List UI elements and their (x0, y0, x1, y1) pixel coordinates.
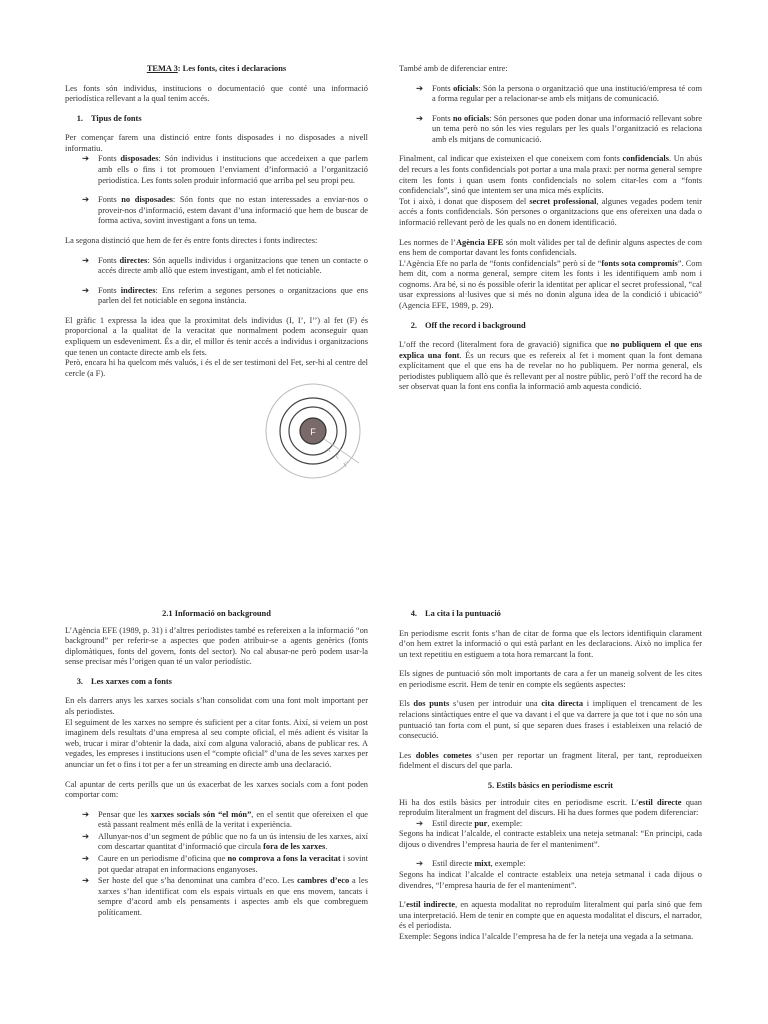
arrow-icon: ➔ (82, 285, 90, 295)
document-title: TEMA 3: Les fonts, cites i declaracions (146, 64, 287, 73)
paragraph-cita: En periodisme escrit fonts s’han de citar de forma que els lectors identifiquin clarament d’on hem extret la informació o qui està parlant en les declaracions. Això no implica fer un text repetitiu en estiguem a tota hora remarcant la font. (399, 628, 702, 659)
arrow-icon: ➔ (82, 876, 90, 886)
paragraph-normes: Les normes de l’Agència EFE són molt vàlides per tal de definir alguns aspectes de com ens hem de comportar davant les fonts confidencials. (399, 237, 702, 258)
paragraph-dobles-cometes: Les dobles cometes s’usen per reportar un fragment literal, per tant, reprodueixen fidelment el discurs del que parla. (399, 750, 702, 771)
arrow-icon: ➔ (82, 809, 90, 819)
intro-paragraph: Les fonts són individus, institucions o documentació que conté una informació periodística rellevant a la qual tenim accés. (65, 83, 368, 104)
arrow-icon: ➔ (82, 154, 90, 164)
arrow-icon: ➔ (416, 859, 424, 869)
example-label-pur: ➔ Estil directe pur, exemple: (416, 818, 523, 828)
ring-label-3: I’’ (343, 461, 351, 470)
paragraph-signes: Els signes de puntuació són molt importants de cara a fer un maneig solvent de les cites en periodisme escrit. Hem de tenir en compte els següents aspectes: (399, 669, 702, 689)
paragraph-perills: Cal apuntar de certs perills que un ús exacerbat de les xarxes socials com a font poden comportar com: (65, 779, 368, 800)
paragraph-xarxes-1: En els darrers anys les xarxes socials s’han consolidat com una font molt important per als periodistes. (65, 696, 368, 717)
example-label-mixt: ➔ Estil directe mixt, exemple: (416, 859, 526, 869)
paragraph-off-record: L’off the record (literalment fora de gravació) significa que no publiquem el que ens explica una font. És un recurs que es refereix al fet i moment quan la font demana explícitament que el que ens ha de revelar no ho publiquem. Per norma general, els periodistes publiquem allò que és rellevant per al nostre públic, però l’off the record ha de ser observat quan la font ens confia la informació amb aquesta condició. (399, 340, 702, 392)
paragraph-efe: L’Agència Efe no parla de “fonts confidencials” però sí de “fonts sota compromís”. Com hem dit, com a norma general, sempre citem les fonts i les identifiquem amb nom i cognoms. Ara bé, si no és possible oferir la identitat per aplicar el secret professional, “cal usar expressions al·lusives que si més no donin alguna idea de la condició i ubicació” (Agencia EFE, 1989, p. 29). (399, 258, 702, 310)
arrow-icon: ➔ (416, 83, 424, 93)
paragraph-segona: La segona distinció que hem de fer és entre fonts directes i fonts indirectes: (65, 235, 318, 245)
column-top-left (65, 64, 368, 483)
column-bottom-right (399, 609, 702, 942)
ring-label-1: I (327, 447, 332, 455)
list-item: ➔ Fonts no disposades: Són fonts que no estan interessades a enviar-nos o proveir-nos d’informació, estem davant d’una informació que hem de buscar de forma activa, sovint investigant a fons un tema. (82, 195, 368, 226)
paragraph-tambe: També amb de diferenciar entre: (399, 64, 508, 73)
list-item: ➔ Ser hoste del que s’ha denominat una cambra d’eco. Les cambres d’eco a les xarxes s’han identificat com els espais virtuals en que ens movem, tancats i sempre d’acord amb els pensaments i aspectes amb els que combreguem políticament. (82, 876, 368, 917)
concentric-circles-diagram (263, 383, 373, 483)
paragraph-grafic: El gràfic 1 expressa la idea que la proximitat dels individus (I, I’, I’’) al fet (F) és proporcional a la qualitat de la veracitat que normalment podem aconseguir quan expliquem un esdeveniment. És a dir, el millor és tenir accés a individus i organitzacions que tenen un contacte directe amb els fets. (65, 315, 368, 357)
section-heading-5: 5. Estils bàsics en periodisme escrit (487, 780, 614, 790)
paragraph-estils: Hi ha dos estils bàsics per introduir cites en periodisme escrit. L’estil directe quan reproduïm literalment un fragment del discurs. Hi ha dues formes que podem diferenciar: (399, 797, 702, 818)
paragraph-xarxes-2: El seguiment de les xarxes no sempre és suficient per a citar fonts. Així, si veiem un post imaginem dels resultats d’una empresa al seu compte oficial, el més adient és visitar la web, trucar i mirar d’obtenir la dada, així com alguna valoració, abans de publicar res. A vegades, les empreses i institucions usen el “compte oficial” d’una de les seves xarxes per anunciar un fet o fins i tot per a fer un streaming en directe amb una declaració. (65, 717, 368, 769)
list-disposades (65, 154, 368, 226)
paragraph-estil-indirecte-exemple: Exemple: Segons indica l’alcalde l’empresa ha de fer la neteja una vegada a la setmana. (399, 931, 694, 941)
paragraph-disposades-intro: Per començar farem una distinció entre fonts disposades i no disposades a nivell informatiu. (65, 133, 368, 153)
example-text-mixt: Segons ha indicat l’alcalde el contracte estableix una neteja setmanal i cada dijous o divendres, “l’empresa hauria de fer el manteniment”. (399, 869, 702, 890)
list-oficials (399, 84, 702, 146)
list-item: ➔ Fonts indirectes: Ens referim a segones persones o organitzacions que ens parlen del fet noticiable en segona instància. (82, 285, 368, 306)
column-bottom-left (65, 609, 368, 927)
arrow-icon: ➔ (82, 831, 90, 841)
section-heading-1: 1. Tipus de fonts (76, 113, 142, 123)
arrow-icon: ➔ (82, 195, 90, 205)
fact-label: F (310, 427, 316, 438)
list-item: ➔ Fonts directes: Són aquells individus i organitzacions que tenen un contacte o accés directe amb allò que estem investigant, amb el fet noticiable. (82, 255, 368, 276)
subsection-heading-2-1: 2.1 Informació on background (162, 609, 271, 618)
column-top-right (399, 64, 702, 402)
list-item: ➔ Allunyar-nos d’un segment de públic que no fa un ús intensiu de les xarxes, així com descartar quantitat d’informació que circula fora de les xarxes. (82, 831, 368, 852)
paragraph-background: L’Agència EFE (1989, p. 31) i d’altres periodistes també es refereixen a la informació “on background” per referir-se a aspectes que poden atribuir-se a agents genèrics (fonts diplomàtiques, fonts del govern, fonts del sector). No cal abusar-ne però podem usar-la sense precisar més l’origen quan té un valor periodístic. (65, 625, 368, 667)
ring-label-2: I’ (335, 453, 342, 462)
list-directes (65, 256, 368, 307)
section-heading-4: 4. La cita i la puntuació (410, 609, 501, 618)
example-text-pur: Segons ha indicat l’alcalde, el contracte estableix una neteja setmanal: “En principi, cada dijous o divendres l’empresa hauria de fer el manteniment”. (399, 829, 702, 849)
paragraph-pero: Però, encara hi ha quelcom més valuós, i és el de ser testimoni del Fet, ser-hi al centre del cercle (a F). (65, 358, 368, 378)
section-heading-2: 2. Off the record i background (410, 320, 526, 330)
arrow-icon: ➔ (416, 113, 424, 123)
paragraph-confidencials: Finalment, cal indicar que existeixen el que coneixem com fonts confidencials. Un abús del recurs a les fonts confidencials pot portar a una mala praxi: per norma general sempre citem les fonts i quan usem fonts confidencials no solem citar-les com a “fonts confidencials”, sinó que intentem ser una mica més explícits. (399, 154, 702, 196)
list-item: ➔ Fonts no oficials: Són persones que poden donar una informació rellevant sobre un tema però no són les vies regulars per les quals l’organització es relaciona amb els mitjans de comunicació. (416, 113, 703, 144)
paragraph-estil-indirecte: L’estil indirecte, en aquesta modalitat no reproduïm literalment qui parla sinó que fem una interpretació. Hem de tenir en compte que en aquesta modalitat el discurs, el narrador, és el periodista. (399, 900, 702, 931)
arrow-icon: ➔ (82, 853, 90, 863)
paragraph-dos-punts: Els dos punts s’usen per introduir una cita directa i impliquen el trencament de les relacions sintàctiques entre el que va davant i el que va darrere ja que tot i que no són una puntuació tan forta com el punt, sí que separen dues frases i estableixen una relació de consecució. (399, 699, 703, 741)
paragraph-secret: Tot i això, i donat que disposem del secret professional, algunes vegades podem tenir accés a fonts confidencials. Són persones o organitzacions que ens ofereixen una dada o informació rellevant però de les quals no en donem identificació. (399, 196, 703, 227)
section-heading-3: 3. Les xarxes com a fonts (76, 676, 172, 686)
list-item: ➔ Pensar que les xarxes socials són “el món”, en el sentit que ofereixen el que està passant realment més enllà de la veritat i experiència. (82, 809, 368, 830)
list-item: ➔ Caure en un periodisme d’oficina que no comprova a fons la veracitat i sovint pot quedar atrapat en informacions enganyoses. (82, 853, 369, 874)
list-item: ➔ Fonts disposades: Són individus i institucions que accedeixen a que parlem amb ells o fins i tot promouen l’enviament d’informació a l’organització periodística. Les fonts solen produir informació que arriba pel seu propi peu. (82, 154, 368, 185)
arrow-icon: ➔ (416, 818, 424, 828)
list-perills (65, 810, 368, 919)
arrow-icon: ➔ (82, 255, 90, 265)
list-item: ➔ Fonts oficials: Són la persona o organització que una institució/empresa té com a forma regular per a relacionar-se amb els mitjans de comunicació. (416, 83, 702, 104)
